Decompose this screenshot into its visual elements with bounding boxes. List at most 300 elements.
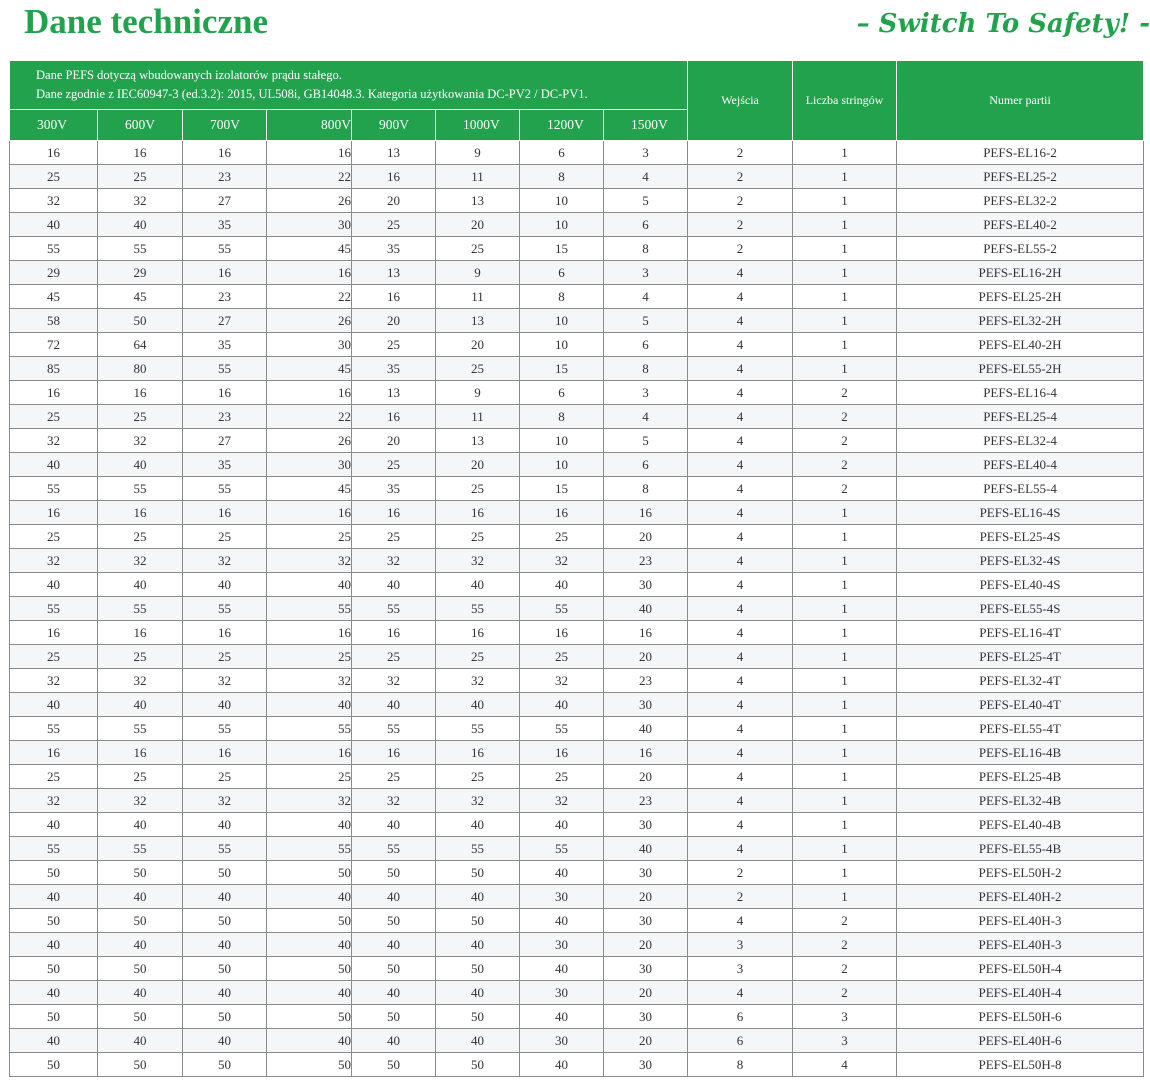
table-cell: 32 bbox=[10, 789, 98, 813]
table-cell: 27 bbox=[183, 189, 267, 213]
table-cell: 16 bbox=[267, 141, 352, 165]
table-cell: 15 bbox=[520, 477, 604, 501]
table-cell: 40 bbox=[436, 573, 520, 597]
table-cell: 25 bbox=[10, 165, 98, 189]
table-cell: 4 bbox=[688, 645, 793, 669]
table-cell: 55 bbox=[183, 237, 267, 261]
table-row bbox=[10, 741, 1144, 765]
table-cell: 55 bbox=[98, 237, 183, 261]
table-cell: 40 bbox=[520, 861, 604, 885]
table-cell: 40 bbox=[183, 1029, 267, 1053]
table-cell: 50 bbox=[436, 957, 520, 981]
table-cell: 13 bbox=[436, 429, 520, 453]
table-cell: 50 bbox=[267, 1005, 352, 1029]
table-cell: 16 bbox=[436, 741, 520, 765]
table-cell: 16 bbox=[98, 141, 183, 165]
table-cell: 13 bbox=[352, 381, 436, 405]
table-cell: 50 bbox=[98, 1005, 183, 1029]
table-cell: 6 bbox=[688, 1005, 793, 1029]
table-cell: 30 bbox=[604, 813, 688, 837]
table-cell: 30 bbox=[604, 861, 688, 885]
table-cell: 20 bbox=[436, 213, 520, 237]
table-cell: 40 bbox=[436, 933, 520, 957]
table-row bbox=[10, 669, 1144, 693]
table-cell: 2 bbox=[793, 957, 897, 981]
table-cell: 55 bbox=[98, 717, 183, 741]
table-cell: 6 bbox=[520, 141, 604, 165]
table-row bbox=[10, 1029, 1144, 1053]
table-cell: 16 bbox=[520, 741, 604, 765]
table-cell: 32 bbox=[98, 789, 183, 813]
table-cell: PEFS-EL40-4T bbox=[897, 693, 1144, 717]
table-cell: 16 bbox=[267, 381, 352, 405]
table-cell: 25 bbox=[10, 765, 98, 789]
table-cell: 55 bbox=[267, 597, 352, 621]
table-cell: 40 bbox=[10, 453, 98, 477]
table-cell: 50 bbox=[10, 909, 98, 933]
table-cell: PEFS-EL55-2 bbox=[897, 237, 1144, 261]
table-cell: 10 bbox=[520, 213, 604, 237]
table-cell: 55 bbox=[10, 837, 98, 861]
table-cell: 16 bbox=[436, 621, 520, 645]
table-cell: PEFS-EL40-2 bbox=[897, 213, 1144, 237]
table-cell: PEFS-EL40-2H bbox=[897, 333, 1144, 357]
table-cell: 6 bbox=[520, 261, 604, 285]
table-cell: 23 bbox=[183, 165, 267, 189]
table-cell: 16 bbox=[352, 621, 436, 645]
table-cell: 22 bbox=[267, 285, 352, 309]
table-cell: 16 bbox=[604, 501, 688, 525]
table-cell: 3 bbox=[793, 1005, 897, 1029]
table-cell: 1 bbox=[793, 213, 897, 237]
table-cell: 55 bbox=[10, 237, 98, 261]
table-cell: 30 bbox=[267, 333, 352, 357]
table-cell: 40 bbox=[352, 933, 436, 957]
table-cell: 16 bbox=[183, 141, 267, 165]
table-cell: 2 bbox=[688, 213, 793, 237]
table-cell: 85 bbox=[10, 357, 98, 381]
table-cell: 40 bbox=[183, 885, 267, 909]
table-cell: PEFS-EL16-4 bbox=[897, 381, 1144, 405]
table-cell: 40 bbox=[436, 813, 520, 837]
table-cell: 32 bbox=[436, 549, 520, 573]
table-cell: 8 bbox=[520, 285, 604, 309]
table-cell: 13 bbox=[352, 141, 436, 165]
table-cell: 1 bbox=[793, 765, 897, 789]
table-cell: 16 bbox=[10, 381, 98, 405]
table-cell: 4 bbox=[688, 837, 793, 861]
table-cell: 55 bbox=[183, 717, 267, 741]
table-cell: 1 bbox=[793, 189, 897, 213]
table-cell: 40 bbox=[183, 693, 267, 717]
table-cell: 40 bbox=[98, 453, 183, 477]
table-cell: 25 bbox=[436, 357, 520, 381]
table-cell: 20 bbox=[436, 333, 520, 357]
table-cell: 10 bbox=[520, 309, 604, 333]
table-cell: 30 bbox=[520, 933, 604, 957]
table-cell: 55 bbox=[183, 477, 267, 501]
table-cell: 40 bbox=[520, 957, 604, 981]
table-cell: 55 bbox=[98, 477, 183, 501]
header-inputs: Wejścia bbox=[688, 61, 793, 141]
table-cell: 40 bbox=[352, 813, 436, 837]
table-cell: 1 bbox=[793, 837, 897, 861]
table-cell: 16 bbox=[183, 261, 267, 285]
table-cell: 32 bbox=[10, 429, 98, 453]
table-row bbox=[10, 477, 1144, 501]
table-cell: 20 bbox=[604, 1029, 688, 1053]
table-cell: 25 bbox=[267, 645, 352, 669]
table-cell: 72 bbox=[10, 333, 98, 357]
table-row bbox=[10, 165, 1144, 189]
table-cell: 16 bbox=[352, 285, 436, 309]
table-cell: 32 bbox=[352, 549, 436, 573]
table-cell: 50 bbox=[98, 861, 183, 885]
table-cell: 4 bbox=[688, 813, 793, 837]
table-cell: 50 bbox=[98, 909, 183, 933]
table-cell: 55 bbox=[436, 717, 520, 741]
table-cell: PEFS-EL40-4 bbox=[897, 453, 1144, 477]
table-cell: 40 bbox=[520, 1005, 604, 1029]
table-cell: 8 bbox=[604, 477, 688, 501]
table-cell: PEFS-EL40H-2 bbox=[897, 885, 1144, 909]
table-row bbox=[10, 957, 1144, 981]
table-cell: 50 bbox=[436, 861, 520, 885]
table-cell: 40 bbox=[98, 933, 183, 957]
table-cell: 4 bbox=[604, 285, 688, 309]
table-cell: 4 bbox=[688, 621, 793, 645]
table-cell: 40 bbox=[352, 693, 436, 717]
table-cell: 40 bbox=[267, 885, 352, 909]
table-cell: 40 bbox=[267, 813, 352, 837]
header-1500v: 1500V bbox=[604, 110, 688, 141]
table-cell: 16 bbox=[352, 165, 436, 189]
table-cell: 4 bbox=[688, 477, 793, 501]
table-row bbox=[10, 549, 1144, 573]
table-cell: 20 bbox=[436, 453, 520, 477]
table-cell: 11 bbox=[436, 405, 520, 429]
table-cell: 4 bbox=[688, 597, 793, 621]
table-cell: 55 bbox=[436, 597, 520, 621]
table-cell: 3 bbox=[604, 261, 688, 285]
table-cell: PEFS-EL55-4S bbox=[897, 597, 1144, 621]
table-cell: 50 bbox=[352, 861, 436, 885]
table-row bbox=[10, 285, 1144, 309]
table-cell: 35 bbox=[183, 213, 267, 237]
table-cell: 58 bbox=[10, 309, 98, 333]
table-cell: 16 bbox=[10, 621, 98, 645]
table-cell: PEFS-EL25-4B bbox=[897, 765, 1144, 789]
table-cell: 16 bbox=[352, 405, 436, 429]
table-cell: 2 bbox=[793, 429, 897, 453]
table-cell: 40 bbox=[267, 693, 352, 717]
table-cell: 11 bbox=[436, 165, 520, 189]
table-cell: 50 bbox=[267, 861, 352, 885]
table-cell: 25 bbox=[267, 525, 352, 549]
table-cell: 23 bbox=[604, 549, 688, 573]
table-cell: 13 bbox=[352, 261, 436, 285]
table-row bbox=[10, 501, 1144, 525]
table-cell: 1 bbox=[793, 549, 897, 573]
table-row bbox=[10, 837, 1144, 861]
table-row bbox=[10, 333, 1144, 357]
table-cell: 1 bbox=[793, 741, 897, 765]
table-cell: 55 bbox=[183, 837, 267, 861]
description-line-2: Dane zgodnie z IEC60947-3 (ed.3.2): 2015, UL508i, GB14048.3. Kategoria użytkowania DC-PV2 / DC-PV1. bbox=[36, 87, 588, 101]
table-cell: 4 bbox=[688, 909, 793, 933]
table-row bbox=[10, 453, 1144, 477]
table-row bbox=[10, 597, 1144, 621]
table-cell: 1 bbox=[793, 501, 897, 525]
table-cell: 80 bbox=[98, 357, 183, 381]
table-cell: 2 bbox=[793, 933, 897, 957]
table-cell: 1 bbox=[793, 333, 897, 357]
table-cell: 32 bbox=[10, 189, 98, 213]
table-cell: 55 bbox=[98, 837, 183, 861]
table-cell: 40 bbox=[10, 573, 98, 597]
table-cell: 32 bbox=[183, 789, 267, 813]
table-cell: 50 bbox=[436, 1053, 520, 1077]
technical-data-table bbox=[9, 60, 1144, 1077]
table-cell: 25 bbox=[10, 405, 98, 429]
table-cell: 25 bbox=[98, 405, 183, 429]
table-cell: 20 bbox=[352, 309, 436, 333]
table-cell: PEFS-EL16-4B bbox=[897, 741, 1144, 765]
table-cell: 1 bbox=[793, 525, 897, 549]
table-cell: 55 bbox=[352, 597, 436, 621]
table-cell: 23 bbox=[604, 789, 688, 813]
table-cell: 1 bbox=[793, 861, 897, 885]
table-cell: 16 bbox=[183, 621, 267, 645]
table-cell: PEFS-EL32-4 bbox=[897, 429, 1144, 453]
table-cell: 30 bbox=[604, 1053, 688, 1077]
table-cell: 20 bbox=[604, 933, 688, 957]
header-strings: Liczba stringów bbox=[793, 61, 897, 141]
table-cell: 4 bbox=[688, 525, 793, 549]
table-description bbox=[10, 61, 688, 110]
table-cell: 1 bbox=[793, 261, 897, 285]
table-cell: PEFS-EL40H-4 bbox=[897, 981, 1144, 1005]
table-cell: 3 bbox=[688, 957, 793, 981]
table-cell: 40 bbox=[98, 813, 183, 837]
table-row bbox=[10, 261, 1144, 285]
table-cell: 32 bbox=[98, 549, 183, 573]
table-cell: 2 bbox=[793, 477, 897, 501]
table-cell: 40 bbox=[10, 885, 98, 909]
table-cell: 2 bbox=[688, 885, 793, 909]
table-cell: 40 bbox=[267, 1029, 352, 1053]
table-cell: 64 bbox=[98, 333, 183, 357]
table-cell: 35 bbox=[352, 357, 436, 381]
table-cell: 50 bbox=[267, 909, 352, 933]
table-cell: 1 bbox=[793, 813, 897, 837]
table-cell: 25 bbox=[98, 525, 183, 549]
table-cell: 10 bbox=[520, 189, 604, 213]
table-row bbox=[10, 381, 1144, 405]
table-cell: 9 bbox=[436, 261, 520, 285]
table-cell: 4 bbox=[688, 453, 793, 477]
table-cell: 16 bbox=[98, 621, 183, 645]
table-cell: 50 bbox=[183, 909, 267, 933]
table-cell: 16 bbox=[352, 741, 436, 765]
table-cell: 1 bbox=[793, 573, 897, 597]
table-row bbox=[10, 621, 1144, 645]
table-cell: 50 bbox=[10, 861, 98, 885]
table-cell: 8 bbox=[520, 165, 604, 189]
table-cell: 2 bbox=[688, 861, 793, 885]
table-cell: PEFS-EL16-4S bbox=[897, 501, 1144, 525]
table-cell: 30 bbox=[520, 1029, 604, 1053]
table-cell: 16 bbox=[267, 741, 352, 765]
table-cell: 25 bbox=[10, 645, 98, 669]
table-cell: 32 bbox=[98, 669, 183, 693]
table-row bbox=[10, 189, 1144, 213]
table-cell: 40 bbox=[267, 573, 352, 597]
table-cell: 32 bbox=[10, 669, 98, 693]
table-cell: 50 bbox=[183, 1005, 267, 1029]
table-cell: 20 bbox=[604, 525, 688, 549]
table-cell: 16 bbox=[267, 621, 352, 645]
table-cell: 40 bbox=[98, 981, 183, 1005]
table-cell: PEFS-EL40H-6 bbox=[897, 1029, 1144, 1053]
table-row bbox=[10, 357, 1144, 381]
table-cell: PEFS-EL25-4T bbox=[897, 645, 1144, 669]
table-cell: 50 bbox=[352, 1005, 436, 1029]
table-cell: 55 bbox=[183, 597, 267, 621]
table-cell: 35 bbox=[352, 477, 436, 501]
header-600v: 600V bbox=[98, 110, 183, 141]
table-cell: 40 bbox=[352, 1029, 436, 1053]
table-cell: 40 bbox=[10, 213, 98, 237]
table-cell: 2 bbox=[688, 165, 793, 189]
table-cell: 23 bbox=[183, 285, 267, 309]
table-cell: 3 bbox=[688, 933, 793, 957]
header-1200v: 1200V bbox=[520, 110, 604, 141]
table-cell: 10 bbox=[520, 453, 604, 477]
table-cell: 30 bbox=[604, 1005, 688, 1029]
table-cell: 4 bbox=[688, 381, 793, 405]
table-cell: 40 bbox=[98, 885, 183, 909]
table-cell: 20 bbox=[604, 765, 688, 789]
table-cell: 32 bbox=[267, 549, 352, 573]
table-cell: 50 bbox=[98, 309, 183, 333]
table-cell: 29 bbox=[98, 261, 183, 285]
table-cell: 50 bbox=[352, 957, 436, 981]
table-cell: 23 bbox=[604, 669, 688, 693]
table-cell: 1 bbox=[793, 285, 897, 309]
table-cell: 40 bbox=[520, 813, 604, 837]
table-cell: 25 bbox=[352, 525, 436, 549]
table-cell: 40 bbox=[604, 717, 688, 741]
table-cell: 16 bbox=[10, 141, 98, 165]
table-cell: 27 bbox=[183, 309, 267, 333]
table-cell: 25 bbox=[436, 765, 520, 789]
table-cell: 50 bbox=[10, 1005, 98, 1029]
table-cell: PEFS-EL16-4T bbox=[897, 621, 1144, 645]
table-cell: 50 bbox=[267, 1053, 352, 1077]
table-row bbox=[10, 813, 1144, 837]
slogan: – Switch To Safety! - bbox=[856, 9, 1150, 39]
table-row bbox=[10, 909, 1144, 933]
table-cell: 16 bbox=[10, 741, 98, 765]
table-cell: 40 bbox=[520, 573, 604, 597]
table-cell: 50 bbox=[352, 1053, 436, 1077]
table-cell: 2 bbox=[793, 405, 897, 429]
table-cell: 40 bbox=[10, 933, 98, 957]
table-cell: 50 bbox=[352, 909, 436, 933]
description-line-1: Dane PEFS dotyczą wbudowanych izolatorów prądu stałego. bbox=[36, 68, 342, 82]
table-cell: 2 bbox=[793, 981, 897, 1005]
table-cell: 25 bbox=[98, 645, 183, 669]
table-cell: 11 bbox=[436, 285, 520, 309]
table-cell: 50 bbox=[10, 957, 98, 981]
table-cell: 35 bbox=[183, 333, 267, 357]
table-cell: PEFS-EL32-4T bbox=[897, 669, 1144, 693]
table-cell: 25 bbox=[183, 765, 267, 789]
table-cell: 32 bbox=[436, 789, 520, 813]
table-cell: 20 bbox=[604, 645, 688, 669]
table-cell: 16 bbox=[520, 501, 604, 525]
table-cell: 30 bbox=[267, 213, 352, 237]
table-cell: 25 bbox=[352, 213, 436, 237]
table-cell: 5 bbox=[604, 429, 688, 453]
table-cell: 40 bbox=[183, 813, 267, 837]
table-cell: 50 bbox=[183, 957, 267, 981]
table-cell: 25 bbox=[98, 765, 183, 789]
table-cell: 4 bbox=[688, 717, 793, 741]
header-1000v: 1000V bbox=[436, 110, 520, 141]
table-cell: 25 bbox=[520, 765, 604, 789]
table-row bbox=[10, 717, 1144, 741]
table-cell: 16 bbox=[267, 501, 352, 525]
table-cell: 8 bbox=[688, 1053, 793, 1077]
table-cell: 4 bbox=[688, 429, 793, 453]
table-cell: 30 bbox=[604, 957, 688, 981]
table-cell: 25 bbox=[352, 453, 436, 477]
table-cell: 50 bbox=[98, 1053, 183, 1077]
table-cell: 40 bbox=[267, 981, 352, 1005]
header-300v: 300V bbox=[10, 110, 98, 141]
table-cell: 4 bbox=[688, 981, 793, 1005]
table-row bbox=[10, 237, 1144, 261]
table-cell: 45 bbox=[10, 285, 98, 309]
table-cell: 20 bbox=[604, 981, 688, 1005]
table-cell: 55 bbox=[520, 837, 604, 861]
table-cell: 25 bbox=[352, 765, 436, 789]
table-cell: 40 bbox=[436, 693, 520, 717]
table-cell: 20 bbox=[352, 189, 436, 213]
table-cell: 4 bbox=[688, 549, 793, 573]
header-900v: 900V bbox=[352, 110, 436, 141]
table-cell: 1 bbox=[793, 309, 897, 333]
table-cell: 45 bbox=[267, 357, 352, 381]
table-cell: PEFS-EL16-2 bbox=[897, 141, 1144, 165]
table-cell: 40 bbox=[520, 1053, 604, 1077]
table-cell: 4 bbox=[604, 165, 688, 189]
table-row bbox=[10, 309, 1144, 333]
table-cell: 10 bbox=[520, 429, 604, 453]
table-cell: 32 bbox=[98, 189, 183, 213]
table-cell: 2 bbox=[688, 237, 793, 261]
table-cell: 40 bbox=[10, 1029, 98, 1053]
table-cell: 50 bbox=[183, 861, 267, 885]
table-row bbox=[10, 573, 1144, 597]
table-cell: 8 bbox=[604, 237, 688, 261]
table-cell: 25 bbox=[98, 165, 183, 189]
table-cell: 26 bbox=[267, 429, 352, 453]
header-part-number: Numer partii bbox=[897, 61, 1144, 141]
table-cell: 4 bbox=[688, 669, 793, 693]
